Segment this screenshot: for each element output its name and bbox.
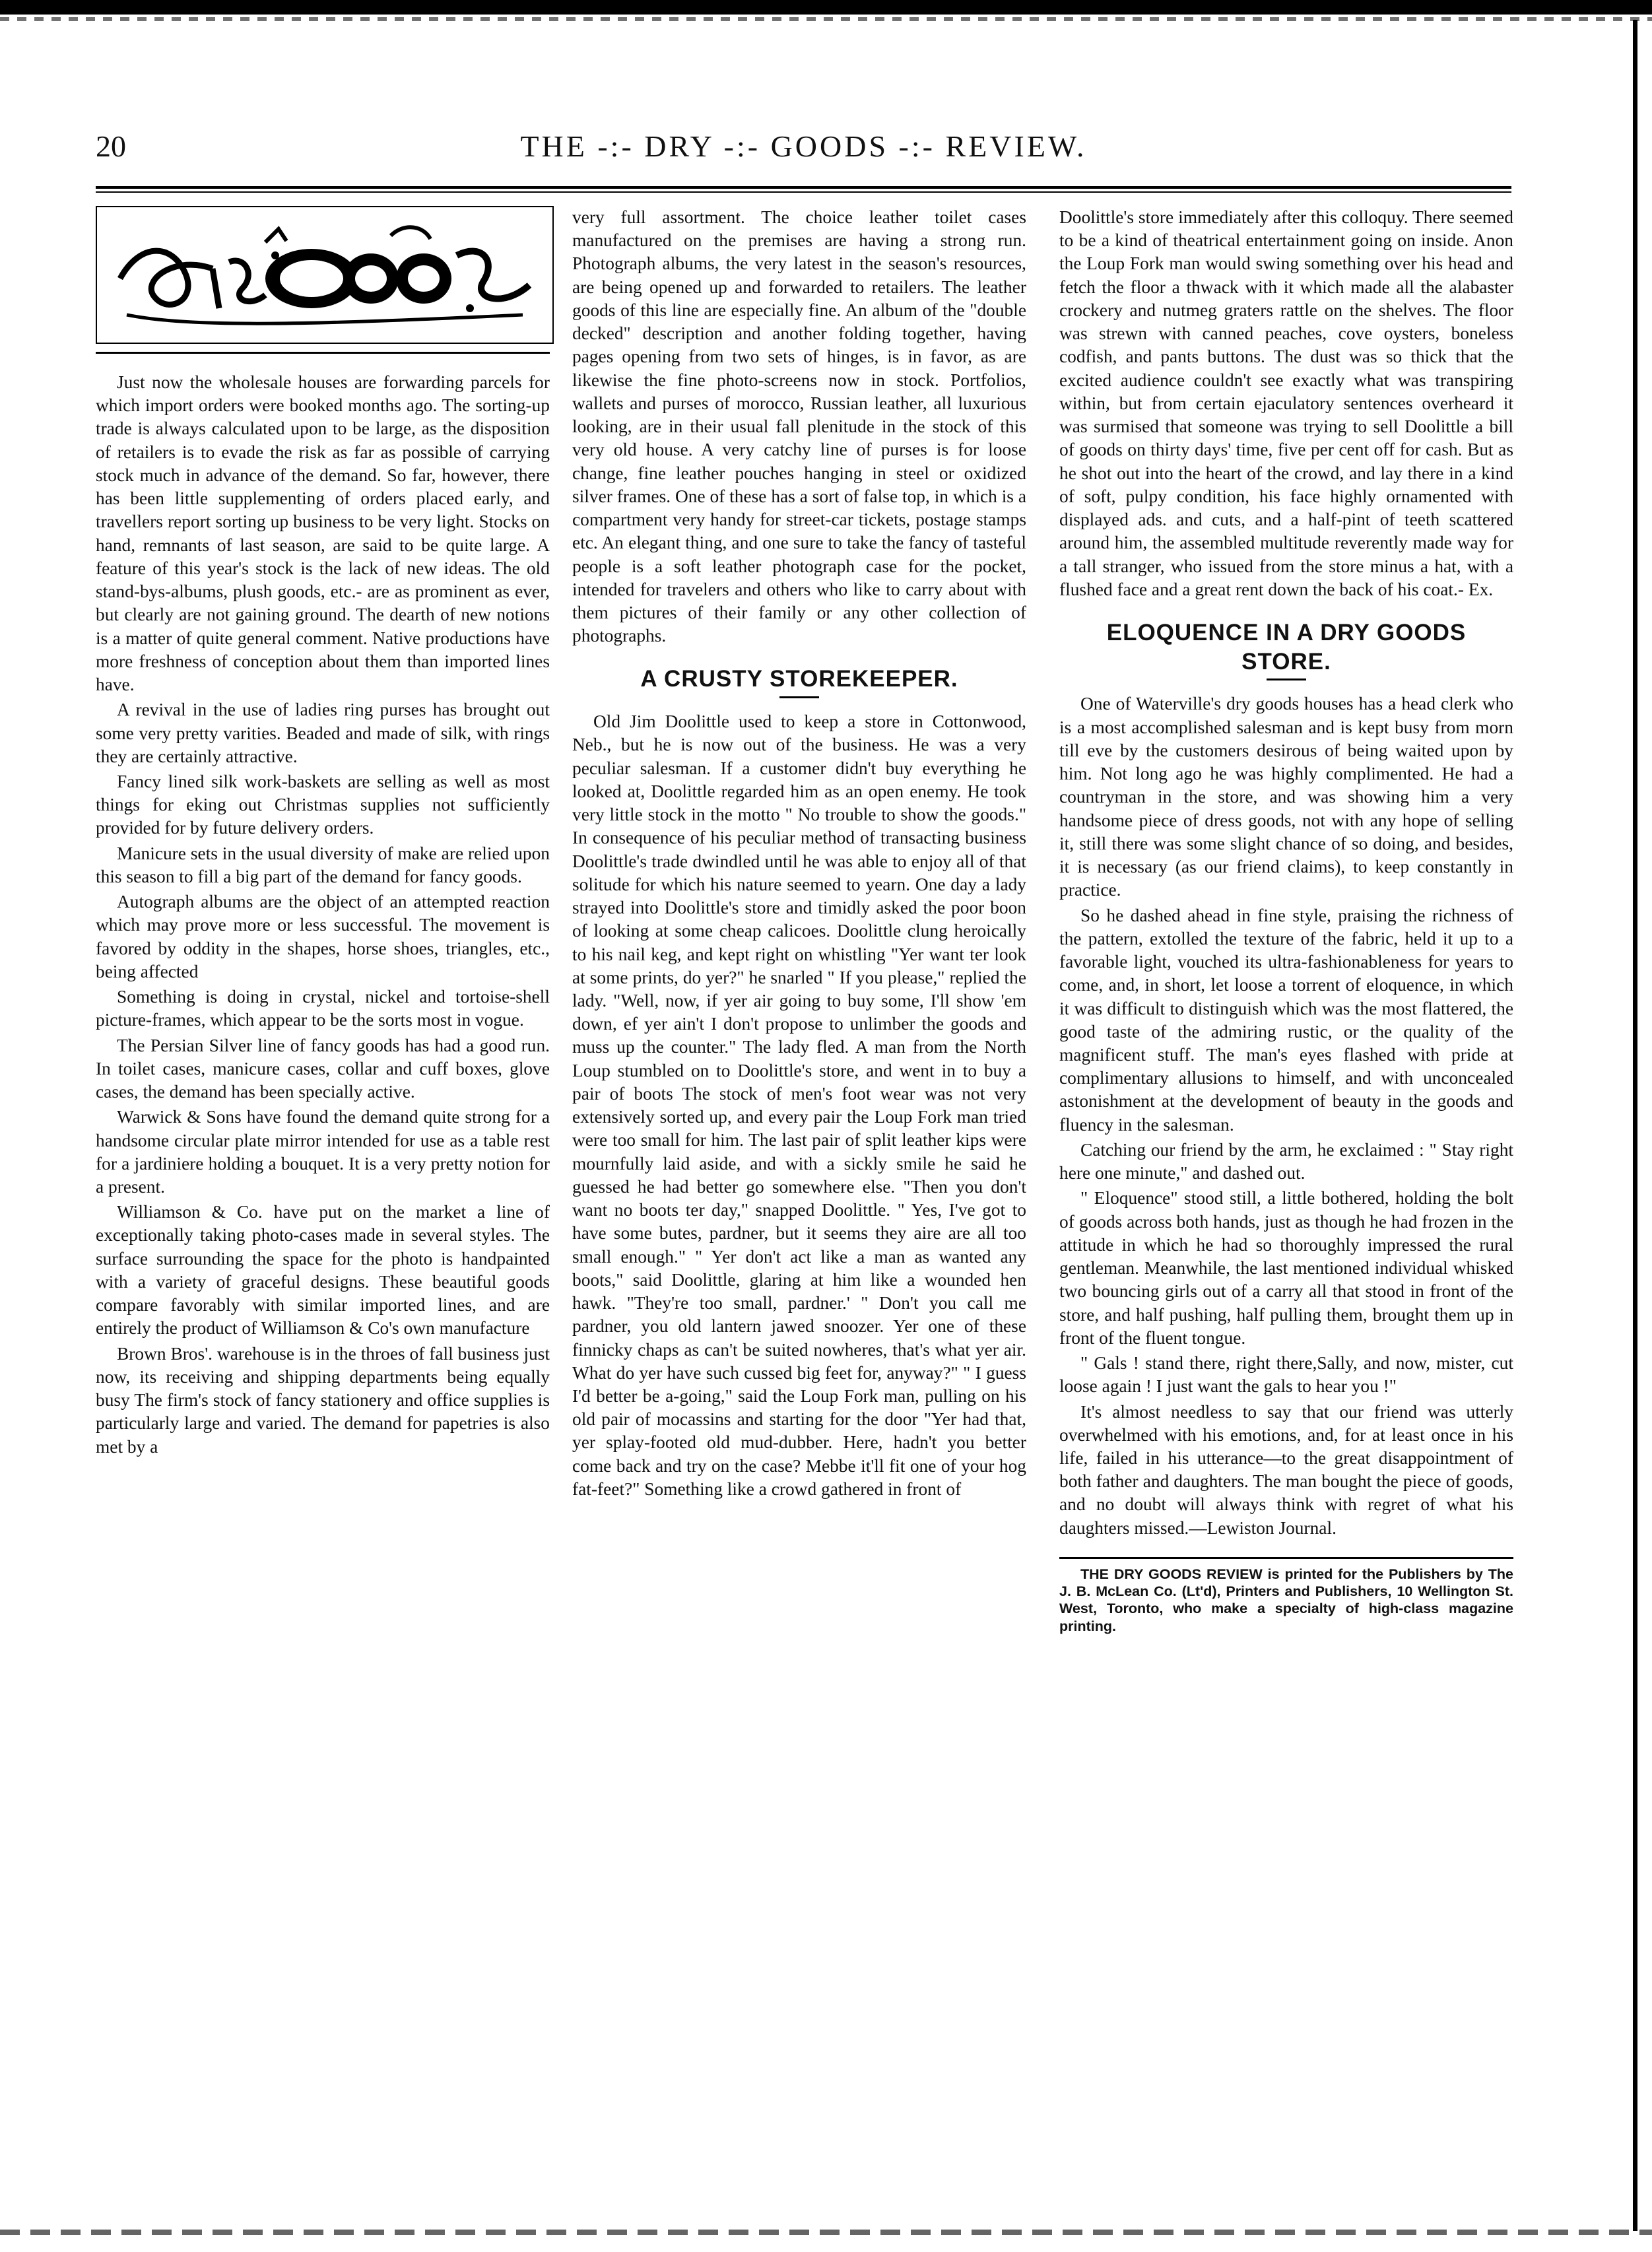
paragraph: Catching our friend by the arm, he exclaimed : " Stay right here one minute," and dashed out. (1059, 1139, 1513, 1183)
paragraph: Brown Bros'. warehouse is in the throes of fall business just now, its receiving and shipping departments being equally busy The firm's stock of fancy stationery and office supplies is particularly large and varied. The demand for papetries is also met by a (96, 1343, 550, 1457)
fancy-goods-banner-text (97, 207, 98, 208)
paragraph: So he dashed ahead in fine style, praising the richness of the pattern, extolled the texture of the fabric, held it up to a favorable light, vouched its ultra-fashionableness for years to come, and, in short, let loose a torrent of eloquence, in which it was difficult to distinguish which was the most flattered, the good taste of the admiring rustic, or the quality of the magnificent stuff. The man's eyes flashed with pride at complimentary allusions to himself, and with unconcealed astonishment at the development of beauty in the goods and fluency in the salesman. (1059, 905, 1513, 1135)
paragraph: Williamson & Co. have put on the market a line of exceptionally taking photo-cases made in several styles. The surface surrounding the space for the photo is handpainted with a variety of graceful designs. These beautiful goods compare favorably with similar imported lines, and are entirely the product of Williamson & Co's own manufacture (96, 1202, 550, 1339)
bottom-edge-scan (0, 2230, 1652, 2235)
page-header (96, 129, 1511, 182)
paragraph: Old Jim Doolittle used to keep a store in Cottonwood, Neb., but he is now out of the business. He was a very peculiar salesman. If a customer didn't buy everything he looked at, Doolittle regarded him as an open enemy. He took very little stock in the motto " No trouble to show the goods." In consequence of his peculiar method of transacting business Doolittle's trade dwindled until he was able to enjoy all of that solitude for which his nature seemed to yearn. One day a lady strayed into Doolittle's store and timidly asked the poor boon of looking at some cheap calicoes. Doolittle clung heroically to his nail keg, and kept right on whistling "Yer want ter look at some prints, do yer?" he snarled " If you please," replied the lady. "Well, now, if yer air going to buy some, I'll show 'em down, ef yer ain't I don't propose to unlimber the goods and muss up the counter." The lady fled. A man from the North Loup stumbled on to Doolittle's store, and went in to buy a pair of boots The stock of men's foot wear was not very extensively sorted up, and every pair the Loup Fork man tried were too small for him. The last pair of split leather kips were mournfully laid aside, and with a sickly smile he said he guessed he had better go somewhere else. "Then you don't want no boots ter day," snapped Doolittle. " Yes, I've got to have some butes, pardner, but it seems they aire are all too small enough." " Yer don't act like a man as wanted any boots," said Doolittle, glaring at him like a wounded hen hawk. "They're too small, pardner.' " Don't you call me pardner, you old lantern jawed snoozer. Yer one of these finnicky chaps as can't be suited nowheres, that's what yer air. What do yer have such cussed big feet for, anyway?" " I guess I'd better be a-going," said the Loup Fork man, pulling on his old pair of mocassins and starting for the door "Yer had that, yer splay-footed old mud-dubber. Here, hadn't you better come back and try on the case? Mebbe it'll fit one of your hog fat-feet?" Something like a crowd gathered in front of (572, 712, 1026, 1499)
column-3 (1059, 206, 1513, 1637)
fancy-goods-banner (96, 206, 554, 344)
paragraph: very full assortment. The choice leather toilet cases manufactured on the premises are having a strong run. Photograph albums, the very latest in the season's resources, are being opened up and forwarded to retailers. The leather goods of this line are especially fine. An album of the "double decked" description and another folding together, having pages opening from two sets of hinges, is in favor, as are likewise the fine photo-screens now in stock. Portfolios, wallets and purses of morocco, Russian leather, all luxurious looking, are in their usual fall plenitude in the stock of this very old house. A very catchy line of purses is for loose change, fine leather pouches hanging in steel or oxidized silver frames. One of these has a sort of false top, in which is a compartment very handy for street-car tickets, postage stamps etc. An elegant thing, and one sure to take the fancy of tasteful people is a soft leather photograph case for the pocket, intended for travelers and others who like to carry about with them pictures of their family or any other collection of photographs. (572, 207, 1026, 646)
paragraph: " Gals ! stand there, right there,Sally, and now, mister, cut loose again ! I just want the gals to hear you !" (1059, 1353, 1513, 1397)
right-edge-bar (1633, 20, 1637, 2231)
top-edge-bar (0, 0, 1652, 15)
paragraph: " Eloquence" stood still, a little bothered, holding the bolt of goods across both hands, just as though he had frozen in the attitude in which he had so thoroughly impressed the rural gentleman. Meanwhile, the last mentioned individual whisked two bouncing girls out of a carry all that stood in front of the store, and half pushing, half pulling them, brought them up in front of the fluent tongue. (1059, 1188, 1513, 1348)
column-1 (96, 206, 550, 1461)
article-heading: A CRUSTY STOREKEEPER. (640, 666, 958, 692)
paragraph: Just now the wholesale houses are forwarding parcels for which import orders were booked months ago. The sorting-up trade is always calculated upon to be large, as the disposition of retailers is to evade the risk as far as possible of carrying stock much in advance of the demand. So far, however, there has been little supplementing of orders placed early, and travellers report sorting up business to be very light. Stocks on hand, remnants of last season, are said to be quite large. A feature of this year's stock is the lack of new ideas. The old stand-bys-albums, plush goods, etc.- are as prominent as ever, but clearly are not gaining ground. The dearth of new notions is a matter of quite general comment. Native productions have more freshness of conception about them than imported lines have. (96, 372, 550, 695)
notice-rule (1059, 1557, 1513, 1559)
header-rule-thin (96, 191, 1511, 193)
page-number: 20 (96, 129, 126, 163)
banner-separator (96, 352, 550, 354)
paragraph: The Persian Silver line of fancy goods has had a good run. In toilet cases, manicure cases, collar and cuff boxes, glove cases, the demand has been specially active. (96, 1035, 550, 1102)
paragraph: A revival in the use of ladies ring purses has brought out some very pretty varities. Beaded and made of silk, with rings they are certainly attractive. (96, 700, 550, 766)
paragraph: Manicure sets in the usual diversity of make are relied upon this season to fill a big part of the demand for fancy goods. (96, 843, 550, 886)
paragraph: Doolittle's store immediately after this colloquy. There seemed to be a kind of theatrical entertainment going on inside. Anon the Loup Fork man would swing something over his head and fetch the floor a thwack with it which made all the alabaster crockery and nutmeg graters rattle on the shelves. The floor was strewn with canned peaches, cove oysters, boneless codfish, and pants buttons. The dust was so thick that the excited audience couldn't see exactly what was transpiring within, but from certain ejaculatory sentences overheard it was surmised that someone was trying to sell Doolittle a bill of goods on thirty days' time, five per cent off for cash. But as he shot out into the heart of the crowd, and lay there in a kind of soft, pulpy condition, his face highly ornamented with displayed ads. and cuts, and a half-pint of teeth scattered around him, the assembled multitude reverently made way for a tall stranger, who issued from the store minus a hat, with a flushed face and a great rent down the back of his coat.- Ex. (1059, 207, 1513, 599)
paragraph: Fancy lined silk work-baskets are selling as well as most things for eking out Christmas supplies not sufficiently provided for by future delivery orders. (96, 771, 550, 838)
publication-title: THE -:- DRY -:- GOODS -:- REVIEW. (520, 129, 1087, 163)
heading-dash (779, 696, 819, 698)
header-rule (96, 186, 1511, 189)
paragraph: Warwick & Sons have found the demand quite strong for a handsome circular plate mirror intended for use as a table rest for a jardiniere holding a bouquet. It is a very pretty notion for a present. (96, 1107, 550, 1197)
paragraph: It's almost needless to say that our friend was utterly overwhelmed with his emotions, and, for at least once in his life, failed in his utterance—to the great disappointment of both father and daughters. The man bought the piece of goods, and no doubt will always think with regret of what his daughters missed.—Lewiston Journal. (1059, 1401, 1513, 1538)
heading-dash (1267, 679, 1306, 680)
paragraph: One of Waterville's dry goods houses has a head clerk who is a most accomplished salesman and is kept busy from morn till eve by the customers desirous of being waited upon by him. Not long ago he was highly complimented. He had a countryman in the store, and was showing him a very handsome piece of dress goods, not with any hope of selling it, still there was some slight chance of so doing, and besides, it is necessary (as our friend claims), to keep constantly in practice. (1059, 694, 1513, 900)
fancy-goods-lettering-icon (114, 216, 536, 335)
top-edge-scan (0, 17, 1652, 21)
publisher-notice: THE DRY GOODS REVIEW is printed for the Publishers by The J. B. McLean Co. (Lt'd), Printers and Publishers, 10 Wellington St. West, Toronto, who make a specialty of high-class magazine printing. (1059, 1566, 1513, 1634)
paragraph: Autograph albums are the object of an attempted reaction which may prove more or less successful. The movement is favored by oddity in the shapes, horse shoes, triangles, etc., being affected (96, 892, 550, 981)
paragraph: Something is doing in crystal, nickel and tortoise-shell picture-frames, which appear to be the sorts most in vogue. (96, 987, 550, 1030)
article-heading: ELOQUENCE IN A DRY GOODS STORE. (1106, 619, 1467, 675)
column-2 (572, 206, 1026, 1503)
